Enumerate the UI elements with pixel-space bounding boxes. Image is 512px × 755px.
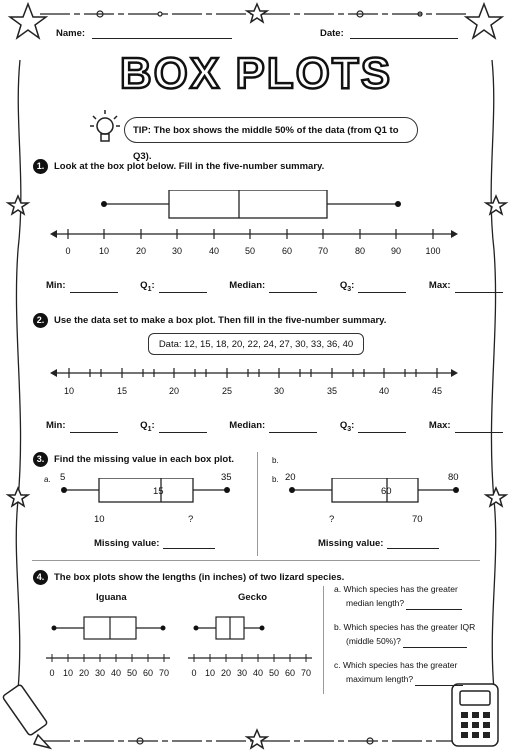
page-title: BOX PLOTS: [119, 49, 393, 98]
iguana-title: Iguana: [96, 592, 127, 603]
q4-prompt: The box plots show the lengths (in inches) of two lizard species.: [54, 572, 345, 583]
q3-number: 3.: [33, 452, 48, 467]
q3b-missing-field: Missing value:: [318, 538, 439, 549]
q4-question-a: a. Which species has the greater median length?: [334, 582, 494, 610]
name-field[interactable]: Name:: [56, 28, 232, 39]
pencil-icon: [2, 684, 50, 748]
gecko-tick-labels: 0 10 20 30 40 50 60 70: [191, 668, 311, 678]
q2-tick-labels: 10 15 20 25 30 35 40 45: [63, 386, 442, 396]
q2-dataset: Data: 12, 15, 18, 20, 22, 24, 27, 30, 33, 36, 40: [148, 333, 364, 355]
iguana-tick-labels: 0 10 20 30 40 50 60 70: [49, 668, 169, 678]
q1-boxplot: [0, 190, 512, 230]
q1-summary: Min: $Q_1$: Median: $Q_3$: Max:: [46, 280, 503, 293]
section-divider: [32, 560, 480, 561]
q3-prompt: Find the missing value in each box plot.: [54, 454, 234, 465]
q4-question-b: b. Which species has the greater IQR (middle 50%)?: [334, 622, 476, 646]
q4-divider: [323, 586, 324, 694]
q2-summary: Min: $Q_1$: Median: $Q_3$: Max:: [46, 420, 503, 433]
q3a-boxplot: [0, 478, 256, 508]
q3a-missing-field: Missing value:: [94, 538, 215, 549]
q4-question-c: c. Which species has the greater maximum length?: [334, 658, 494, 686]
q4-number: 4.: [33, 570, 48, 585]
q2-prompt: Use the data set to make a box plot. Then fill in the five-number summary.: [54, 315, 387, 326]
q1-tick-labels: 0 10 20 30 40 50 60 70 80 90 100: [65, 246, 441, 256]
tip-box: TIP: The box shows the middle 50% of the data (from Q1 to Q3).: [124, 117, 418, 143]
q1-number: 1.: [33, 159, 48, 174]
q2-number-line: [0, 366, 512, 380]
date-field[interactable]: Date:: [320, 28, 458, 39]
q2-number: 2.: [33, 313, 48, 328]
gecko-title: Gecko: [238, 592, 268, 603]
q1-prompt: Look at the box plot below. Fill in the five-number summary.: [54, 161, 325, 172]
lightbulb-icon: [88, 106, 122, 148]
q1-number-line: [0, 227, 512, 241]
calculator-icon: [452, 684, 498, 746]
